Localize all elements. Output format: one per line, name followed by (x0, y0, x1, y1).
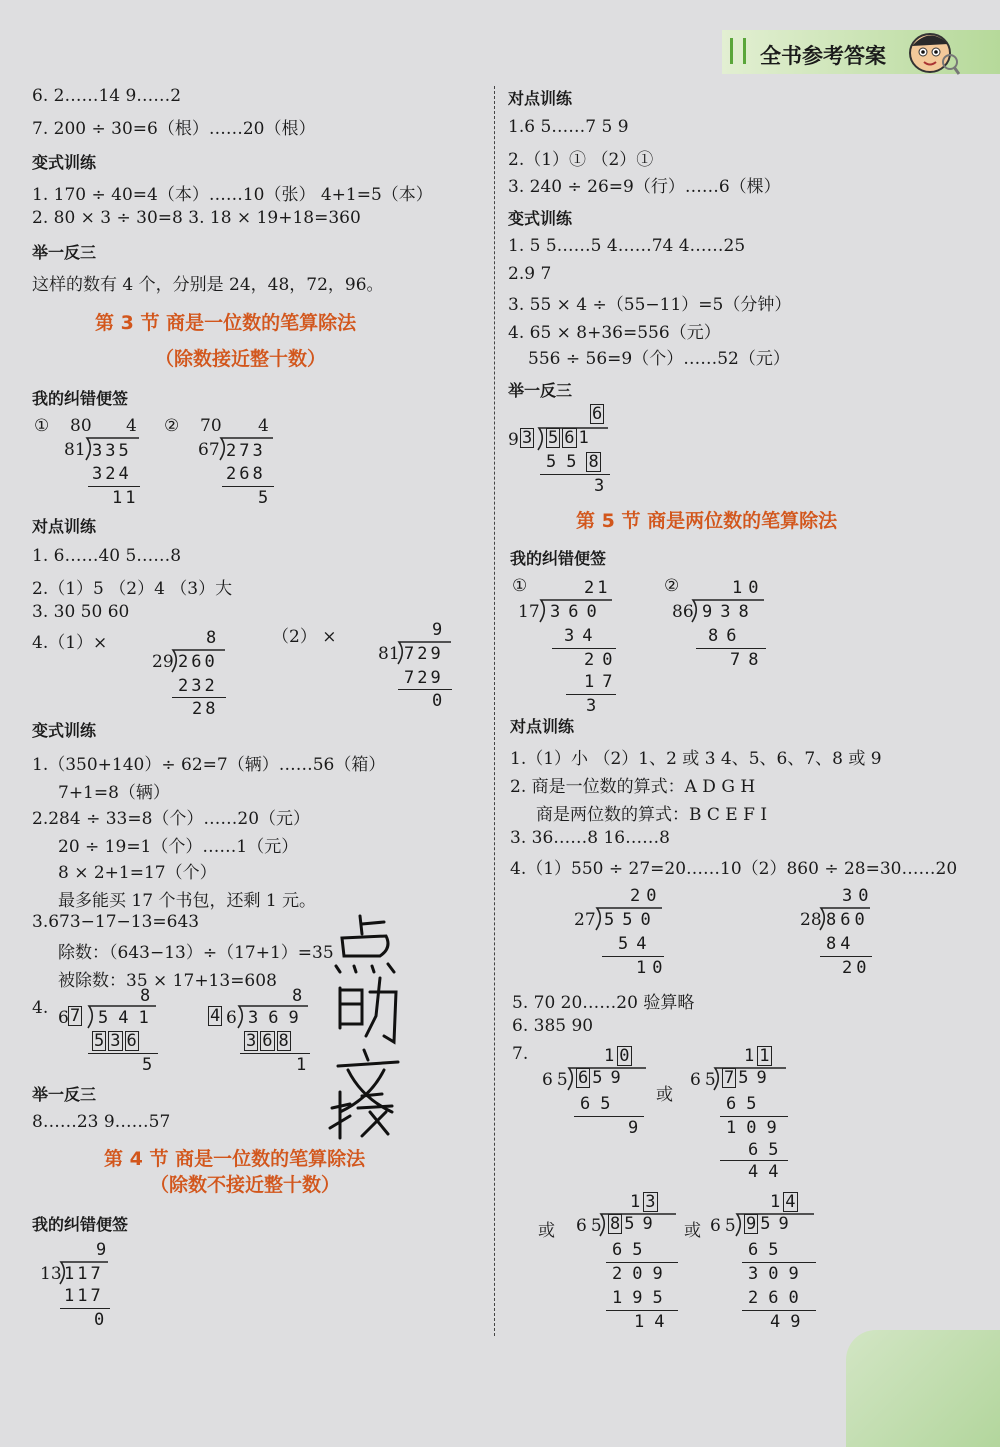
divisor-box: 4 (210, 1006, 221, 1026)
line: 除数：（643−13）÷（17+1）=35 (58, 943, 334, 963)
rule (240, 1053, 310, 1054)
line: 556 ÷ 56=9（个）……52（元） (528, 349, 790, 369)
product: 260 (748, 1288, 809, 1308)
remainder: 0 (432, 691, 446, 711)
partial-remainder: 20 (584, 650, 621, 670)
dividend: 6 59 (578, 1068, 629, 1088)
rule (742, 1262, 816, 1263)
partial-remainder: 209 (612, 1264, 673, 1284)
dividend: 9 59 (746, 1214, 797, 1234)
header-title: 全书参考答案 (760, 44, 886, 68)
line: 被除数：35 × 17+13=608 (58, 971, 277, 991)
heading-jiucuo: 我的纠错便签 (32, 1215, 129, 1234)
product: 17 (584, 672, 621, 692)
partial-remainder: 109 (726, 1118, 787, 1138)
line: 3. 240 ÷ 26=9（行）……6（棵） (508, 177, 781, 197)
product-boxes: 5 3 6 (94, 1031, 137, 1051)
heading-bianshi: 变式训练 (32, 153, 97, 172)
product-boxes: 3 6 8 (246, 1031, 289, 1051)
product: 86 (708, 626, 745, 646)
product: 65 (748, 1140, 789, 1160)
mark: ② (664, 576, 680, 596)
line: 2.（1）① （2）① (508, 150, 654, 170)
section-title: 第 3 节 商是一位数的笔算除法 (95, 312, 357, 334)
quotient: 9 (96, 1240, 110, 1260)
remainder: 11 (112, 488, 139, 508)
line: 5. 70 20……20 验算略 (512, 993, 695, 1013)
dividend: 360 (550, 602, 605, 622)
line: 4. (32, 998, 49, 1018)
heading-juyi: 举一反三 (32, 243, 97, 262)
dividend: 369 (248, 1008, 309, 1028)
line: 1. 5 5……5 4……74 4……25 (508, 236, 746, 256)
column-divider (494, 86, 495, 1336)
product: 65 (612, 1240, 653, 1260)
rule (696, 648, 766, 649)
product: 729 (404, 668, 444, 688)
section-subtitle: （除数不接近整十数） (150, 1174, 341, 1196)
product: 65 (580, 1094, 621, 1114)
wrong-quotient: 70 (200, 416, 222, 436)
rule (88, 1053, 158, 1054)
rule (720, 1116, 788, 1117)
quotient: 10 (732, 578, 765, 598)
line: 7. 200 ÷ 30=6（根）……20（根） (32, 119, 316, 139)
mark: ① (34, 416, 50, 436)
heading-duidian: 对点训练 (510, 717, 575, 736)
line: 7. (512, 1044, 529, 1064)
divisor: 65 (542, 1070, 572, 1090)
quotient: 8 (206, 628, 220, 648)
remainder: 28 (192, 699, 219, 719)
remainder: 0 (94, 1310, 108, 1330)
line: 3. 30 50 60 (32, 602, 130, 622)
line: 2. 商是一位数的算式：A D G H (510, 777, 756, 797)
line: 这样的数有 4 个，分别是 24，48，72，96。 (32, 275, 384, 295)
line: 6. 385 90 (512, 1016, 594, 1036)
handwritten-signature (322, 912, 412, 1146)
line: 7+1=8（辆） (58, 783, 170, 803)
quotient: 9 (432, 620, 446, 640)
line: 2.（1）5 （2）4 （3）大 (32, 579, 233, 599)
rule (602, 956, 664, 957)
heading-jiucuo: 我的纠错便签 (32, 389, 129, 408)
divisor: 81 (64, 440, 86, 460)
product: 65 (748, 1240, 789, 1260)
divisor: 13 (40, 1264, 62, 1284)
remainder: 5 (142, 1055, 156, 1075)
divisor: 9 (508, 430, 519, 450)
line: 最多能买 17 个书包，还剩 1 元。 (58, 891, 317, 911)
rule (88, 486, 140, 487)
line: 3. 36……8 16……8 (510, 828, 670, 848)
divisor: 27 (574, 910, 596, 930)
line: 3.673−17−13=643 (32, 912, 200, 932)
line: 4.（1）× (32, 633, 108, 653)
or-label: 或 (656, 1085, 673, 1105)
product: 54 (618, 934, 655, 954)
line: 8 × 2+1=17（个） (58, 863, 217, 883)
remainder: 1 (296, 1055, 310, 1075)
remainder: 49 (770, 1312, 811, 1332)
divisor: 67 (198, 440, 220, 460)
or-label: 或 (538, 1221, 555, 1241)
dividend: 729 (404, 644, 444, 664)
dividend: 335 (92, 441, 132, 461)
line: 2.284 ÷ 33=8（个）……20（元） (32, 809, 311, 829)
dividend: 117 (64, 1264, 104, 1284)
section-subtitle: （除数接近整十数） (155, 348, 327, 370)
quotient: 21 (584, 578, 611, 598)
line: （2） × (272, 627, 337, 647)
product: 117 (64, 1286, 104, 1306)
line: 6. 2……14 9……2 (32, 86, 182, 106)
page-corner-decoration (846, 1330, 1000, 1447)
quotient: 4 (126, 416, 137, 436)
dividend: 8 59 (610, 1214, 661, 1234)
dividend: 938 (702, 602, 757, 622)
line: 4.（1）550 ÷ 27=20……10（2）860 ÷ 28=30……20 (510, 859, 958, 879)
remainder: 5 (258, 488, 272, 508)
dividend: 273 (226, 441, 266, 461)
divisor: 65 (710, 1216, 740, 1236)
line: 20 ÷ 19=1（个）……1（元） (58, 837, 299, 857)
quotient: 1 4 (770, 1192, 796, 1212)
rule (720, 1160, 788, 1161)
product: 268 (226, 464, 266, 484)
rule (540, 474, 610, 475)
dividend: 860 (826, 910, 869, 930)
heading-juyi: 举一反三 (508, 381, 573, 400)
dividend: 7 59 (724, 1068, 775, 1088)
wrong-quotient: 80 (70, 416, 92, 436)
product: 34 (564, 626, 601, 646)
heading-bianshi: 变式训练 (32, 721, 97, 740)
rule (606, 1262, 678, 1263)
remainder: 44 (748, 1162, 789, 1182)
section-title: 第 5 节 商是两位数的笔算除法 (576, 510, 838, 532)
remainder: 3 (586, 696, 600, 716)
rule (222, 486, 274, 487)
section-title: 第 4 节 商是一位数的笔算除法 (104, 1148, 366, 1170)
remainder: 9 (628, 1118, 642, 1138)
divisor: 81 (378, 644, 400, 664)
divisor: 17 (518, 602, 540, 622)
divisor: 28 (800, 910, 822, 930)
or-label: 或 (684, 1221, 701, 1241)
header-accent-icon (730, 38, 746, 64)
divisor: 65 (576, 1216, 606, 1236)
line: 3. 55 × 4 ÷（55−11）=5（分钟） (508, 295, 792, 315)
rule (552, 648, 616, 649)
product: 324 (92, 464, 132, 484)
line: 商是两位数的算式：B C E F I (536, 805, 768, 825)
line: 2.9 7 (508, 264, 552, 284)
line: 1. 6……40 5……8 (32, 546, 182, 566)
rule (742, 1310, 816, 1311)
product: 195 (612, 1288, 673, 1308)
quotient: 1 0 (604, 1046, 630, 1066)
rule (606, 1310, 678, 1311)
remainder: 20 (842, 958, 871, 978)
line: 4. 65 × 8+36=556（元） (508, 323, 721, 343)
rule (398, 689, 452, 690)
line: 1.（1）小 （2）1、2 或 3 4、5、6、7、8 或 9 (510, 749, 882, 769)
partial-remainder: 309 (748, 1264, 809, 1284)
divisor-box: 3 (522, 428, 533, 448)
quotient-box: 6 (592, 404, 603, 424)
divisor: 6 (226, 1008, 237, 1028)
quotient: 1 1 (744, 1046, 770, 1066)
dividend: 260 (178, 652, 218, 672)
heading-duidian: 对点训练 (508, 89, 573, 108)
mark: ② (164, 416, 180, 436)
mark: ① (512, 576, 528, 596)
quotient: 30 (842, 886, 875, 906)
line: 8……23 9……57 (32, 1112, 171, 1132)
divisor: 65 (690, 1070, 720, 1090)
dividend: 541 (98, 1008, 159, 1028)
product: 84 (826, 934, 855, 954)
product: 55 8 (546, 452, 599, 472)
quotient: 8 (140, 986, 154, 1006)
remainder: 78 (730, 650, 767, 670)
quotient: 1 3 (630, 1192, 656, 1212)
heading-jiucuo: 我的纠错便签 (510, 549, 607, 568)
quotient: 4 (258, 416, 269, 436)
remainder: 10 (636, 958, 669, 978)
rule (60, 1308, 110, 1309)
remainder: 14 (634, 1312, 675, 1332)
quotient: 8 (292, 986, 306, 1006)
rule (574, 1116, 644, 1117)
rule (820, 956, 872, 957)
divisor: 86 (672, 602, 694, 622)
heading-juyi: 举一反三 (32, 1085, 97, 1104)
divisor: 29 (152, 652, 174, 672)
dividend-boxes: 5 6 1 (548, 428, 592, 448)
divisor: 6 (58, 1008, 69, 1028)
mascot-icon (902, 30, 960, 80)
line: 1.（350+140）÷ 62=7（辆）……56（箱） (32, 755, 386, 775)
heading-duidian: 对点训练 (32, 517, 97, 536)
quotient: 20 (630, 886, 663, 906)
divisor-box: 7 (70, 1006, 81, 1026)
product: 65 (726, 1094, 767, 1114)
product: 232 (178, 676, 218, 696)
line: 2. 80 × 3 ÷ 30=8 3. 18 × 19+18=360 (32, 208, 361, 228)
line: 1.6 5……7 5 9 (508, 117, 629, 137)
rule (566, 694, 616, 695)
line: 1. 170 ÷ 40=4（本）……10（张） 4+1=5（本） (32, 185, 433, 205)
dividend: 550 (604, 910, 659, 930)
remainder: 3 (594, 476, 608, 496)
rule (172, 697, 226, 698)
heading-bianshi: 变式训练 (508, 209, 573, 228)
